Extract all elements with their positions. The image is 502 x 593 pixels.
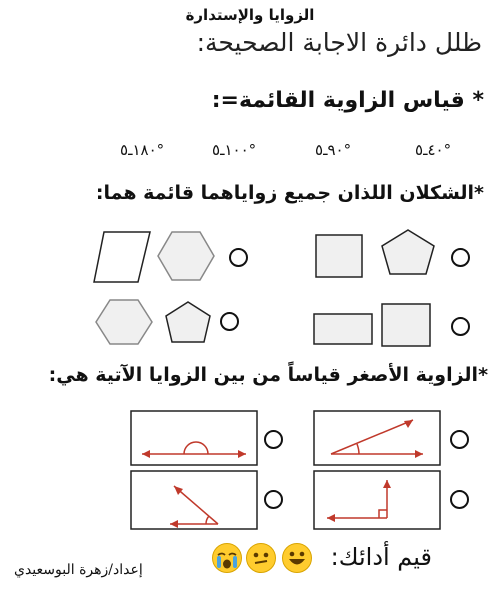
q1-option-100[interactable]: °١٠٠ـ٥ [212, 141, 257, 159]
hexagon-shape [96, 300, 152, 344]
q2-option-3-radio[interactable] [451, 317, 470, 336]
q3-option-1-radio[interactable] [450, 430, 469, 449]
rectangle-shape [314, 314, 372, 344]
smiling-face-icon[interactable] [282, 543, 312, 573]
q3-option-acute-angle [313, 410, 443, 466]
page-title: الزوايا والإستدارة [185, 6, 315, 24]
q3-option-straight-angle [130, 410, 260, 466]
pentagon-shape [382, 230, 434, 274]
hexagon-shape [158, 232, 214, 280]
q3-option-3-radio[interactable] [450, 490, 469, 509]
q2-option-square-rectangle [312, 300, 442, 350]
q2-option-1-radio[interactable] [451, 248, 470, 267]
q2-option-2-radio[interactable] [229, 248, 248, 267]
pentagon-shape [166, 302, 210, 342]
square-shape [316, 235, 362, 277]
q1-option-180[interactable]: °١٨٠ـ٥ [120, 141, 165, 159]
q2-option-pentagon-hexagon [98, 296, 218, 348]
instructions-text: ظلل دائرة الاجابة الصحيحة: [196, 28, 482, 57]
square-shape [382, 304, 430, 346]
q3-option-obtuse-angle [130, 470, 260, 530]
question-3-text: *الزاوية الأصغر قياساً من بين الزوايا الآتية هي: [48, 364, 488, 386]
question-2-text: *الشكلان اللذان جميع زواياهما قائمة هما: [95, 182, 484, 204]
evaluate-text: قيم أدائك: [330, 543, 432, 571]
author-credit: إعداد/زهرة البوسعيدي [14, 562, 143, 578]
q2-option-4-radio[interactable] [220, 312, 239, 331]
crying-face-icon[interactable] [212, 543, 242, 573]
q3-option-right-angle [313, 470, 443, 530]
q1-option-90[interactable]: °٩٠ـ٥ [315, 141, 352, 159]
parallelogram-shape [94, 232, 150, 282]
question-1-text: * قياس الزاوية القائمة=: [211, 88, 484, 113]
q3-option-2-radio[interactable] [264, 430, 283, 449]
q2-option-hexagon-parallelogram [92, 224, 222, 284]
q3-option-4-radio[interactable] [264, 490, 283, 509]
q1-option-40[interactable]: °٤٠ـ٥ [415, 141, 452, 159]
confused-face-icon[interactable] [246, 543, 276, 573]
q2-option-pentagon-square [300, 224, 450, 284]
